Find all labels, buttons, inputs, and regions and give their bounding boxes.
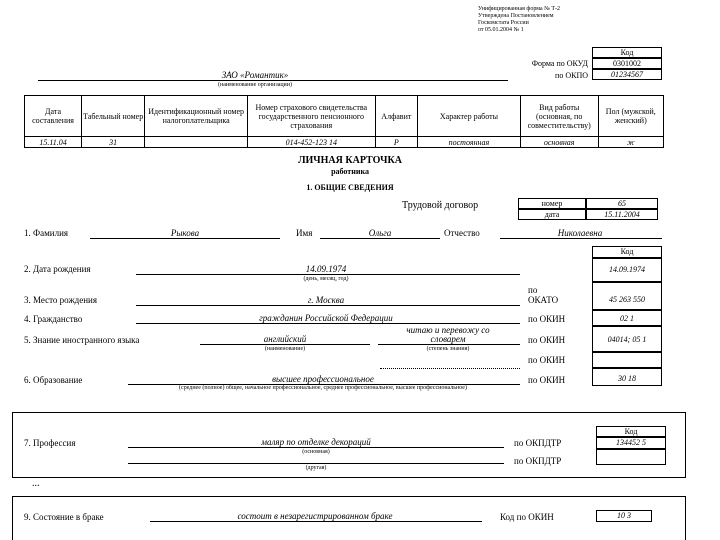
header-cell: Номер страхового свидетельства государственного пенсионного страхования <box>248 96 376 137</box>
citizenship-value[interactable]: гражданин Российской Федерации <box>259 313 393 323</box>
approval-line: Госкомстата России <box>478 20 529 26</box>
value-cell[interactable] <box>145 137 248 148</box>
okpo-label: по ОКПО <box>555 71 588 80</box>
language-caption: (наименование) <box>264 346 306 352</box>
language-level-caption: (степень знания) <box>426 346 470 352</box>
contract-number-label: номер <box>518 198 586 209</box>
birthplace-label: 3. Место рождения <box>24 295 98 305</box>
approval-line: Унифицированная форма № Т-2 <box>478 6 561 12</box>
surname-label: 1. Фамилия <box>24 228 69 238</box>
underline <box>500 238 662 239</box>
profession-kod-header: Код <box>596 426 666 437</box>
language-classifier: по ОКИН <box>528 335 566 345</box>
marital-value[interactable]: состоит в незарегистрированном браке <box>237 511 393 521</box>
page-title: ЛИЧНАЯ КАРТОЧКА <box>298 155 402 166</box>
citizenship-classifier: по ОКИН <box>528 314 566 324</box>
value-cell[interactable]: Р <box>375 137 418 148</box>
value-cell[interactable]: 15.11.04 <box>25 137 82 148</box>
language-level-line1[interactable]: читаю и перевожу со <box>406 325 490 335</box>
underline <box>136 305 520 306</box>
profession-value[interactable]: маляр по отделке декораций <box>261 437 371 447</box>
birthdate-caption: (день, месяц, год) <box>303 276 349 282</box>
organization-caption: (наименование организации) <box>218 82 292 88</box>
code-column-header: Код <box>592 246 662 258</box>
underline <box>380 368 520 369</box>
header-cell: Идентификационный номер налогоплательщика <box>145 96 248 137</box>
underline <box>200 344 370 345</box>
okud-label: Форма по ОКУД <box>531 59 588 68</box>
surname-value[interactable]: Рыкова <box>170 228 200 238</box>
underline <box>128 447 504 448</box>
underline <box>90 238 280 239</box>
language-value[interactable]: английский <box>263 334 307 344</box>
profession-caption: (основная) <box>302 449 330 455</box>
profession-classifier: по ОКПДТР <box>514 438 562 448</box>
okpo-code[interactable]: 01234567 <box>592 69 662 80</box>
language-level-line2[interactable]: словарем <box>430 334 466 344</box>
firstname-label: Имя <box>296 228 313 238</box>
header-cell: Характер работы <box>418 96 521 137</box>
firstname-value[interactable]: Ольга <box>368 228 392 238</box>
contract-date-label: дата <box>518 209 586 220</box>
header-table <box>24 95 664 148</box>
header-cell: Вид работы (основная, по совместительству) <box>520 96 598 137</box>
value-cell[interactable]: основная <box>520 137 598 148</box>
profession-caption-2: (другая) <box>305 465 327 471</box>
value-cell[interactable]: 014-452-123 14 <box>248 137 376 148</box>
patronymic-label: Отчество <box>444 228 480 238</box>
underline <box>136 274 520 275</box>
education-classifier: по ОКИН <box>528 375 566 385</box>
language-code-2[interactable] <box>592 352 662 368</box>
okato-label: ОКАТО <box>528 295 559 305</box>
language-label: 5. Знание иностранного языка <box>24 335 140 345</box>
okud-code[interactable]: 0301002 <box>592 58 662 69</box>
approval-block <box>478 6 678 34</box>
okato-po: по <box>528 285 538 295</box>
birthdate-code[interactable]: 14.09.1974 <box>592 258 662 282</box>
organization-underline <box>38 80 508 81</box>
profession-code[interactable]: 134452 5 <box>596 437 666 449</box>
value-cell[interactable]: ж <box>598 137 663 148</box>
organization-name[interactable]: ЗАО «Романтик» <box>221 70 289 80</box>
header-cell: Алфавит <box>375 96 418 137</box>
education-label: 6. Образование <box>24 375 83 385</box>
profession-classifier-2: по ОКПДТР <box>514 456 562 466</box>
section-title: 1. ОБЩИЕ СВЕДЕНИЯ <box>306 183 394 192</box>
okato-code[interactable]: 45 263 550 <box>592 282 662 310</box>
underline <box>150 521 482 522</box>
birthdate-label: 2. Дата рождения <box>24 264 91 274</box>
birthplace-value[interactable]: г. Москва <box>307 295 345 305</box>
header-cell: Дата составления <box>25 96 82 137</box>
profession-label: 7. Профессия <box>24 438 76 448</box>
education-code[interactable]: 30 18 <box>592 368 662 386</box>
education-value[interactable]: высшее профессиональное <box>272 374 374 384</box>
education-caption: (среднее (полное) общее, начальное профессиональное, среднее профессиональное, высшее профессиональное) <box>179 385 467 391</box>
approval-line: Утверждена Постановлением <box>478 13 554 19</box>
patronymic-value[interactable]: Николаевна <box>557 228 603 238</box>
ellipsis: ... <box>32 478 40 489</box>
birthdate-value[interactable]: 14.09.1974 <box>305 264 347 274</box>
kod-header: Код <box>592 47 662 58</box>
underline <box>378 344 520 345</box>
citizenship-label: 4. Гражданство <box>24 314 83 324</box>
value-cell[interactable]: постоянная <box>418 137 521 148</box>
header-cell: Пол (мужской, женский) <box>598 96 663 137</box>
header-cell: Табельный номер <box>82 96 145 137</box>
marital-classifier: Код по ОКИН <box>500 512 554 522</box>
contract-number-value[interactable]: 65 <box>586 198 658 209</box>
page-subtitle: работника <box>331 167 369 176</box>
citizenship-code[interactable]: 02 1 <box>592 310 662 326</box>
underline <box>128 463 504 464</box>
marital-code[interactable]: 10 3 <box>596 510 652 522</box>
underline <box>136 323 520 324</box>
value-cell[interactable]: 31 <box>82 137 145 148</box>
language-classifier-2: по ОКИН <box>528 355 566 365</box>
marital-label: 9. Состояние в браке <box>24 512 104 522</box>
approval-line: от 05.01.2004 № 1 <box>478 27 524 33</box>
contract-date-value[interactable]: 15.11.2004 <box>586 209 658 220</box>
underline <box>320 238 440 239</box>
contract-label: Трудовой договор <box>402 200 479 211</box>
profession-code-2[interactable] <box>596 449 666 465</box>
language-code[interactable]: 04014; 05 1 <box>592 326 662 352</box>
